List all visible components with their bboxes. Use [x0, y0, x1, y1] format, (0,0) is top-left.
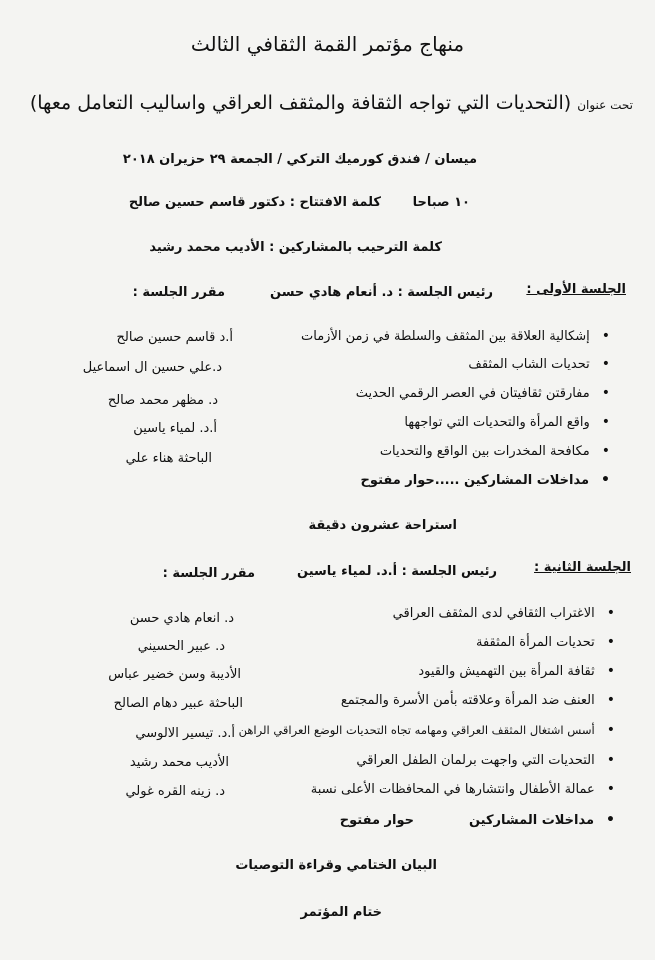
session1-topic-3: • مفارقتن ثقافيتان في العصر الرقمي الحديث [356, 385, 610, 401]
session2-speaker-4: الباحثة عبير دهام الصالح [113, 696, 243, 711]
opening-time: ١٠ صباحا [412, 195, 470, 210]
session1-rapporteur: مقرر الجلسة : [132, 285, 225, 300]
session2-topic-7: • عمالة الأطفال وانتشارها في المحافظات الأعلى نسبة [311, 781, 615, 797]
session2-discussion-label: • مداخلات المشاركين [469, 812, 615, 828]
session1-label: الجلسة الأولى : [526, 282, 626, 297]
page-title: منهاج مؤتمر القمة الثقافي الثالث [190, 32, 465, 56]
session2-rapporteur: مقرر الجلسة : [162, 566, 255, 581]
session1-speaker-1: أ.د قاسم حسين صالح [116, 330, 233, 345]
subtitle-prefix: تحت عنوان [577, 98, 633, 112]
session1-topic-2: • تحديات الشاب المثقف [468, 356, 610, 372]
session2-speaker-5: أ.د. تيسير الالوسي [135, 726, 235, 741]
session1-speaker-3: د. مظهر محمد صالح [107, 393, 218, 408]
location-date: ميسان / فندق كورميك التركي / الجمعة ٢٩ حزيران ٢٠١٨ [122, 152, 477, 167]
session1-topic-1: • إشكالية العلاقة بين المثقف والسلطة في زمن الأزمات [301, 328, 610, 344]
session1-topic-4: • واقع المرأة والتحديات التي تواجهها [404, 414, 610, 430]
session2-speaker-6: الأديب محمد رشيد [129, 755, 229, 770]
session1-topic-5: • مكافحة المخدرات بين الواقع والتحديات [380, 443, 610, 459]
subtitle-text: (التحديات التي تواجه الثقافة والمثقف العراقي واساليب التعامل معها) [29, 92, 572, 114]
session2-speaker-7: د. زينه القره غولي [125, 784, 225, 799]
session2-topic-3: • ثقافة المرأة بين التهميش والقيود [418, 663, 615, 679]
welcome-speech: كلمة الترحيب بالمشاركين : الأديب محمد رشيد [149, 240, 442, 255]
session2-discussion-value: حوار مفتوح [339, 813, 414, 828]
session1-chair: رئيس الجلسة : د. أنعام هادي حسن [270, 285, 493, 300]
session2-speaker-3: الأديبة وسن خضير عباس [108, 667, 241, 682]
break-text: استراحة عشرون دقيقة [308, 518, 457, 533]
session2-topic-2: • تحديات المرأة المثقفة [476, 634, 615, 650]
conference-closing: ختام المؤتمر [300, 905, 382, 920]
session1-speaker-4: أ.د. لمياء ياسين [133, 421, 217, 436]
opening-speech: كلمة الافتتاح : دكتور قاسم حسين صالح [128, 195, 381, 210]
subtitle-line [30, 92, 633, 114]
session2-speaker-2: د. عبير الحسيني [137, 639, 225, 654]
session2-topic-1: • الاغتراب الثقافي لدى المثقف العراقي [393, 605, 615, 621]
session1-discussion: • مداخلات المشاركين .....حوار مفتوح [361, 472, 610, 488]
closing-statement: البيان الختامي وقراءة التوصيات [235, 858, 437, 873]
session2-label: الجلسة الثانية : [534, 560, 631, 575]
session1-speaker-2: د.علي حسين ال اسماعيل [82, 360, 222, 375]
session2-topic-5: • أسس اشتغال المثقف العراقي ومهامه تجاه التحديات الوضع العراقي الراهن [239, 722, 615, 738]
session2-speaker-1: د. انعام هادي حسن [129, 611, 234, 626]
session1-speaker-5: الباحثة هناء علي [125, 451, 212, 466]
session2-topic-6: • التحديات التي واجهت برلمان الطفل العراقي [356, 752, 615, 768]
session2-chair: رئيس الجلسة : أ.د. لمياء ياسين [297, 564, 497, 579]
session2-topic-4: • العنف ضد المرأة وعلاقته بأمن الأسرة والمجتمع [341, 692, 615, 708]
